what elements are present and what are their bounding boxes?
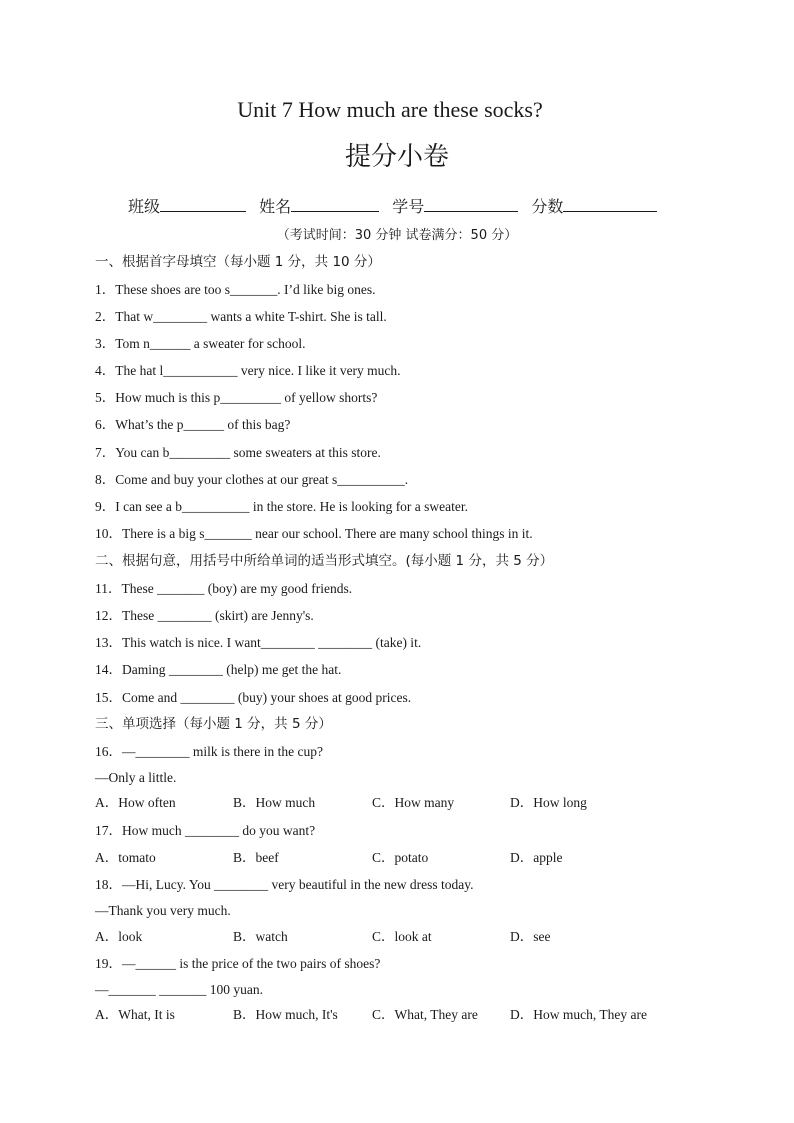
question-item: 10．There is a big s_______ near our school. There are many school things in it. bbox=[95, 526, 533, 541]
student-info-row bbox=[128, 193, 665, 219]
question-item: 4．The hat l___________ very nice. I like it very much. bbox=[95, 363, 401, 378]
option-d[interactable]: D．How much, They are bbox=[510, 1007, 647, 1022]
question-reply: —Thank you very much. bbox=[95, 903, 231, 918]
number-blank[interactable] bbox=[424, 193, 518, 212]
page-subtitle: 提分小卷 bbox=[344, 142, 449, 172]
option-b[interactable]: B．beef bbox=[233, 850, 279, 865]
name-label: 姓名 bbox=[259, 197, 292, 216]
option-c[interactable]: C．What, They are bbox=[372, 1007, 478, 1022]
question-item: 17．How much ________ do you want? bbox=[95, 823, 316, 838]
option-b[interactable]: B．How much bbox=[233, 795, 316, 810]
number-label: 学号 bbox=[392, 197, 425, 216]
question-item: 2．That w________ wants a white T-shirt. She is tall. bbox=[95, 309, 387, 324]
option-d[interactable]: D．apple bbox=[510, 850, 563, 865]
option-d[interactable]: D．see bbox=[510, 929, 551, 944]
question-item: 16．—________ milk is there in the cup? bbox=[95, 744, 323, 759]
section-heading: 一、根据首字母填空（每小题 1 分，共 10 分） bbox=[95, 254, 381, 270]
question-item: 7．You can b_________ some sweaters at this store. bbox=[95, 445, 381, 460]
question-item: 13．This watch is nice. I want________ ________ (take) it. bbox=[95, 635, 422, 650]
question-item: 6．What’s the p______ of this bag? bbox=[95, 417, 291, 432]
question-item: 9．I can see a b__________ in the store. He is looking for a sweater. bbox=[95, 499, 469, 514]
option-c[interactable]: C．potato bbox=[372, 850, 429, 865]
option-b[interactable]: B．How much, It's bbox=[233, 1007, 338, 1022]
question-item: 1．These shoes are too s_______. I’d like big ones. bbox=[95, 282, 376, 297]
option-a[interactable]: A．What, It is bbox=[95, 1007, 175, 1022]
option-a[interactable]: A．look bbox=[95, 929, 143, 944]
option-a[interactable]: A．How often bbox=[95, 795, 176, 810]
option-a[interactable]: A．tomato bbox=[95, 850, 156, 865]
score-blank[interactable] bbox=[563, 193, 657, 212]
question-item: 8．Come and buy your clothes at our great s__________. bbox=[95, 472, 409, 487]
name-blank[interactable] bbox=[291, 193, 379, 212]
question-item: 11．These _______ (boy) are my good friends. bbox=[95, 581, 353, 596]
page-title: Unit 7 How much are these socks? bbox=[237, 97, 543, 122]
section-heading: 二、根据句意，用括号中所给单词的适当形式填空。(每小题 1 分，共 5 分） bbox=[95, 553, 554, 569]
question-item: 5．How much is this p_________ of yellow shorts? bbox=[95, 390, 378, 405]
score-label: 分数 bbox=[531, 197, 564, 216]
question-item: 14．Daming ________ (help) me get the hat. bbox=[95, 662, 342, 677]
section-heading: 三、单项选择（每小题 1 分，共 5 分） bbox=[95, 716, 332, 732]
option-c[interactable]: C．look at bbox=[372, 929, 432, 944]
exam-note: （考试时间：30 分钟 试卷满分：50 分） bbox=[276, 228, 518, 243]
option-c[interactable]: C．How many bbox=[372, 795, 455, 810]
option-b[interactable]: B．watch bbox=[233, 929, 288, 944]
class-blank[interactable] bbox=[160, 193, 246, 212]
question-item: 19．—______ is the price of the two pairs of shoes? bbox=[95, 956, 381, 971]
question-reply: —Only a little. bbox=[95, 770, 177, 785]
question-reply: —_______ _______ 100 yuan. bbox=[95, 982, 263, 997]
question-item: 15．Come and ________ (buy) your shoes at good prices. bbox=[95, 690, 412, 705]
question-item: 18．—Hi, Lucy. You ________ very beautiful in the new dress today. bbox=[95, 877, 474, 892]
question-item: 12．These ________ (skirt) are Jenny's. bbox=[95, 608, 314, 623]
class-label: 班级 bbox=[128, 197, 161, 216]
option-d[interactable]: D．How long bbox=[510, 795, 587, 810]
question-item: 3．Tom n______ a sweater for school. bbox=[95, 336, 306, 351]
